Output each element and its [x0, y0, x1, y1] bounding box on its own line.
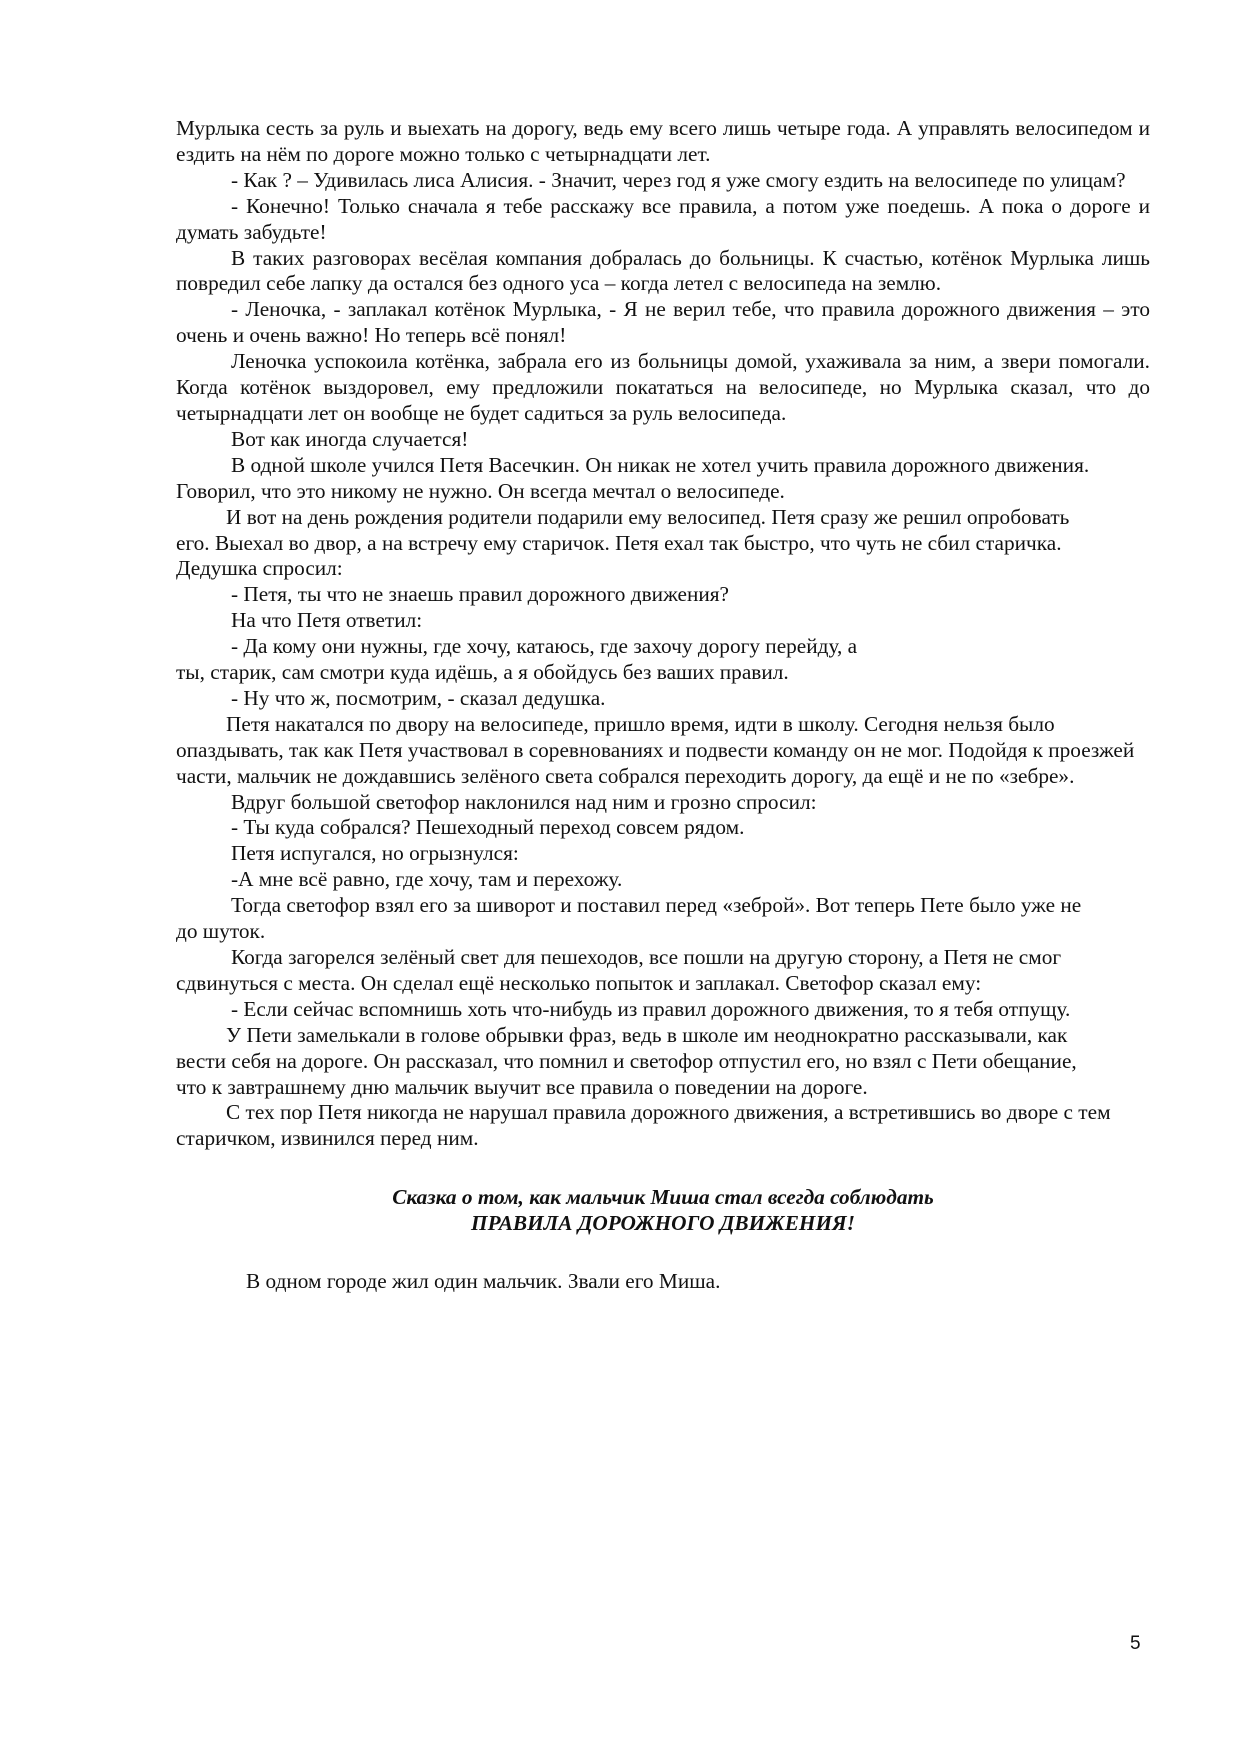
paragraph: - Как ? – Удивилась лиса Алисия. - Значит, через год я уже смогу ездить на велосипеде по улицам?: [231, 167, 1126, 192]
paragraph: - Конечно! Только сначала я тебе расскажу все правила, а потом уже поедешь. А пока о дороге и думать забудьте!: [176, 193, 1150, 244]
paragraph: Тогда светофор взял его за шиворот и поставил перед «зеброй». Вот теперь Пете было уже не до шуток.: [176, 893, 1082, 944]
paragraph: У Пети замелькали в голове обрывки фраз, ведь в школе им неоднократно рассказывали, как вести себя на дороге. Он рассказал, что помнил и светофор отпустил его, но взял с Пети обещание, что к завтрашнему дню мальчик выучит все правила о поведении на дороге.: [176, 1022, 1077, 1099]
paragraph: Вдруг большой светофор наклонился над ним и грозно спросил:: [231, 789, 817, 814]
paragraph: - Ты куда собрался? Пешеходный переход совсем рядом.: [231, 815, 745, 840]
paragraph: Вот как иногда случается!: [231, 426, 469, 451]
paragraph: С тех пор Петя никогда не нарушал правила дорожного движения, а встретившись во дворе с тем старичком, извинился перед ним.: [176, 1100, 1111, 1151]
story-body: [176, 116, 1150, 1152]
paragraph: - Ну что ж, посмотрим, - сказал дедушка.: [231, 685, 606, 710]
paragraph: -А мне всё равно, где хочу, там и перехожу.: [231, 867, 623, 892]
story-title-line-2: ПРАВИЛА ДОРОЖНОГО ДВИЖЕНИЯ!: [471, 1211, 855, 1236]
paragraph: Петя испугался, но огрызнулся:: [231, 841, 519, 866]
paragraph: - Если сейчас вспомнишь хоть что-нибудь из правил дорожного движения, то я тебя отпущу.: [231, 996, 1071, 1021]
page-number: 5: [1130, 1633, 1141, 1654]
paragraph: В таких разговорах весёлая компания добралась до больницы. К счастью, котёнок Мурлыка лишь повредил себе лапку да остался без одного уса – когда летел с велосипеда на землю.: [176, 245, 1150, 296]
story-title: [176, 1184, 1150, 1236]
paragraph: Мурлыка сесть за руль и выехать на дорогу, ведь ему всего лишь четыре года. А управлять велосипедом и ездить на нём по дороге можно только с четырнадцати лет.: [176, 116, 1150, 166]
paragraph: На что Петя ответил:: [231, 608, 423, 633]
paragraph: Когда загорелся зелёный свет для пешеходов, все пошли на другую сторону, а Петя не смог сдвинуться с места. Он сделал ещё несколько попыток и заплакал. Светофор сказал ему:: [176, 945, 1062, 995]
paragraph: Леночка успокоила котёнка, забрала его из больницы домой, ухаживала за ним, а звери помогали. Когда котёнок выздоровел, ему предложили покататься на велосипеде, но Мурлыка сказал, что до четырнадцати лет он вообще не будет садиться за руль велосипеда.: [176, 349, 1150, 425]
paragraph: - Леночка, - заплакал котёнок Мурлыка, - Я не верил тебе, что правила дорожного движения – это очень и очень важно! Но теперь всё понял!: [176, 297, 1150, 348]
paragraph: В одной школе учился Петя Васечкин. Он никак не хотел учить правила дорожного движения. Говорил, что это никому не нужно. Он всегда мечтал о велосипеде.: [176, 452, 1090, 503]
paragraph: Петя накатался по двору на велосипеде, пришло время, идти в школу. Сегодня нельзя было опаздывать, так как Петя участвовал в соревнованиях и подвести команду он не мог. Подойдя к проезжей части, мальчик не дождавшись зелёного света собрался переходить дорогу, да ещё и не по «зебре».: [176, 711, 1135, 788]
paragraph: В одном городе жил один мальчик. Звали его Миша.: [246, 1269, 721, 1294]
paragraph: - Да кому они нужны, где хочу, катаюсь, где захочу дорогу перейду, а: [231, 634, 858, 659]
document-page: [176, 116, 1150, 1294]
story-title-line-1: Сказка о том, как мальчик Миша стал всегда соблюдать: [392, 1185, 934, 1210]
paragraph: - Петя, ты что не знаешь правил дорожного движения?: [231, 582, 730, 607]
paragraph: И вот на день рождения родители подарили ему велосипед. Петя сразу же решил опробовать его. Выехал во двор, а на встречу ему старичок. Петя ехал так быстро, что чуть не сбил старичка. Дедушка спросил:: [176, 504, 1070, 581]
paragraph: ты, старик, сам смотри куда идёшь, а я обойдусь без ваших правил.: [176, 660, 789, 685]
